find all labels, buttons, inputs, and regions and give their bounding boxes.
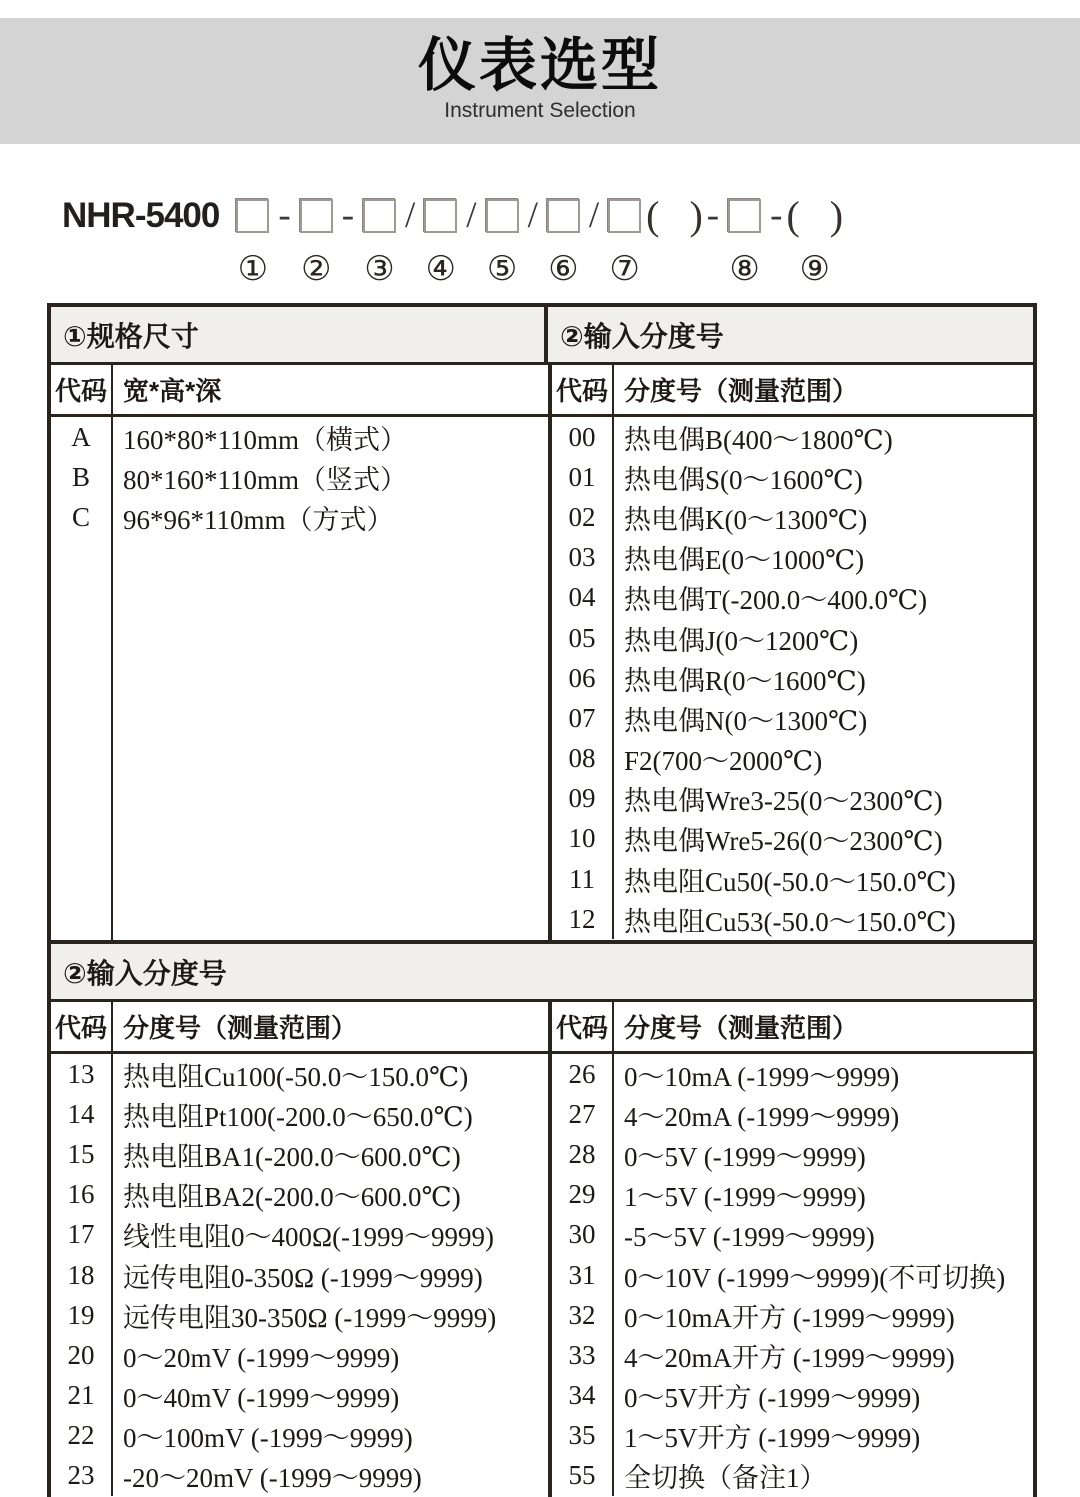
table-row: [552, 578, 1033, 618]
table-row: [552, 618, 1033, 658]
empty-filler: [51, 538, 548, 940]
code-cell: 18: [51, 1255, 113, 1295]
separator-glyph: -: [770, 195, 783, 236]
code-cell: 27: [552, 1094, 614, 1134]
desc-cell: 0～5V (-1999～9999): [624, 1141, 866, 1172]
section-title-input-code-2: ②输入分度号: [63, 958, 227, 989]
option-box: [728, 199, 761, 233]
code-cell: 35: [552, 1416, 614, 1456]
code-cell: 19: [51, 1295, 113, 1335]
desc-cell: 热电偶K(0～1300℃): [624, 504, 868, 535]
desc-cell: -5～5V (-1999～9999): [624, 1222, 875, 1253]
circled-index: ⑨: [799, 251, 830, 288]
table-row: [51, 1134, 548, 1174]
table-row: [552, 1215, 1033, 1255]
desc-cell: 160*80*110mm（横式）: [123, 424, 408, 455]
table1-section-header: [51, 307, 1033, 365]
table-row: [51, 1215, 548, 1255]
code-cell: 11: [552, 859, 614, 899]
table-row: [552, 698, 1033, 738]
model-box: [608, 194, 641, 292]
code-cell: 29: [552, 1175, 614, 1215]
code-cell: 07: [552, 698, 614, 738]
desc-cell: 热电阻Cu100(-50.0～150.0℃): [123, 1061, 469, 1092]
code-cell: 22: [51, 1416, 113, 1456]
model-box: [424, 194, 457, 292]
circled-index: ⑦: [609, 251, 640, 288]
code-cell: 32: [552, 1295, 614, 1335]
table-row: [552, 1094, 1033, 1134]
model-separator: [466, 194, 476, 292]
table-row: [552, 658, 1033, 698]
desc-cell: 热电阻Cu50(-50.0～150.0℃): [624, 866, 956, 897]
code-cell: 55: [552, 1456, 614, 1496]
desc-cell: 热电偶T(-200.0～400.0℃): [624, 585, 928, 616]
column-header-range: 分度号（测量范围）: [123, 1013, 358, 1043]
code-cell: 06: [552, 658, 614, 698]
desc-cell: 热电偶E(0～1000℃): [624, 545, 865, 576]
code-cell-empty: [51, 538, 113, 940]
table-row: [552, 497, 1033, 537]
desc-cell: 全切换（备注1）: [624, 1463, 827, 1494]
table-row: [552, 899, 1033, 939]
code-cell: 15: [51, 1134, 113, 1174]
table2-body: [51, 1054, 1033, 1497]
desc-cell: 远传电阻0-350Ω (-1999～9999): [123, 1262, 483, 1293]
circled-index: ⑤: [486, 251, 518, 288]
desc-cell: 0～10mA开方 (-1999～9999): [624, 1302, 955, 1333]
code-cell: 00: [552, 417, 614, 457]
desc-cell: 96*96*110mm（方式）: [123, 504, 394, 535]
code-cell: 10: [552, 819, 614, 859]
option-box: [236, 199, 269, 233]
table1-right-rows: [548, 417, 1033, 940]
code-cell: B: [51, 457, 113, 497]
table-row: [51, 1094, 548, 1134]
option-box: [547, 199, 580, 233]
model-box: [363, 194, 396, 292]
circled-index: ⑧: [729, 251, 760, 288]
code-cell: C: [51, 497, 113, 537]
table-row: [51, 1456, 548, 1496]
option-box: [608, 199, 641, 233]
desc-cell: 0～10mA (-1999～9999): [624, 1061, 900, 1092]
code-cell: 21: [51, 1376, 113, 1416]
table-row: [51, 1416, 548, 1456]
page-title: 仪表选型: [417, 33, 662, 98]
desc-cell: 0～40mV (-1999～9999): [123, 1383, 400, 1414]
code-cell: 31: [552, 1255, 614, 1295]
page-subtitle: Instrument Selection: [444, 98, 636, 122]
desc-cell: 0～5V开方 (-1999～9999): [624, 1383, 921, 1414]
code-cell: 28: [552, 1134, 614, 1174]
separator-glyph: /: [588, 195, 600, 236]
code-cell: 01: [552, 457, 614, 497]
desc-cell: 热电阻BA2(-200.0～600.0℃): [123, 1182, 461, 1213]
desc-cell: 热电偶B(400～1800℃): [624, 424, 893, 455]
table-row: [552, 779, 1033, 819]
model-box: [486, 194, 519, 292]
desc-cell: 远传电阻30-350Ω (-1999～9999): [123, 1302, 497, 1333]
desc-cell: 0～100mV (-1999～9999): [123, 1423, 413, 1454]
circled-index: ②: [300, 251, 332, 288]
table-row: [552, 739, 1033, 779]
table-row: [552, 819, 1033, 859]
desc-cell: 4～20mA (-1999～9999): [624, 1101, 900, 1132]
desc-cell: 热电偶Wre3-25(0～2300℃): [624, 786, 943, 817]
desc-cell: 4～20mA开方 (-1999～9999): [624, 1342, 955, 1373]
desc-cell: 热电阻BA1(-200.0～600.0℃): [123, 1141, 461, 1172]
model-separator: [707, 194, 719, 292]
model-separator: [528, 194, 538, 292]
table-row: [552, 859, 1033, 899]
desc-cell: 热电偶N(0～1300℃): [624, 705, 868, 736]
code-cell: 16: [51, 1175, 113, 1215]
code-cell: 23: [51, 1456, 113, 1496]
code-cell: 34: [552, 1376, 614, 1416]
model-box: [728, 194, 761, 292]
model-separator: [278, 194, 290, 292]
code-cell: A: [51, 417, 113, 457]
code-cell: 20: [51, 1335, 113, 1375]
table-row: [51, 417, 548, 457]
desc-cell: 热电偶R(0～1600℃): [624, 665, 866, 696]
table2-section-header: [51, 940, 1033, 1002]
separator-glyph: /: [405, 195, 416, 236]
table-row: [552, 1335, 1033, 1375]
desc-cell: 热电偶Wre5-26(0～2300℃): [624, 826, 943, 857]
table-row: [51, 1295, 548, 1335]
circled-index: ①: [237, 251, 269, 288]
title-banner: [0, 18, 1080, 144]
option-box: [424, 199, 457, 233]
code-cell: 13: [51, 1054, 113, 1094]
option-box: [363, 199, 396, 233]
table-row: [552, 417, 1033, 457]
model-tokens: [231, 194, 843, 292]
table2-right-rows: [548, 1054, 1033, 1497]
table-row: [51, 1335, 548, 1375]
paren-glyph: ( ): [786, 193, 844, 238]
model-code-line: [62, 194, 1080, 292]
model-paren: [786, 194, 843, 292]
desc-cell: 1～5V (-1999～9999): [624, 1182, 866, 1213]
table-row: [51, 497, 548, 537]
desc-cell: 热电阻Cu53(-50.0～150.0℃): [624, 906, 956, 937]
desc-cell: 1～5V开方 (-1999～9999): [624, 1423, 921, 1454]
model-box: [236, 194, 269, 292]
model-separator: [342, 194, 354, 292]
table-row: [552, 457, 1033, 497]
desc-cell-empty: [113, 538, 548, 940]
table-row: [552, 1054, 1033, 1094]
column-header-range: 分度号（测量范围）: [624, 376, 859, 406]
table1-column-header: [51, 365, 1033, 417]
code-cell: 17: [51, 1215, 113, 1255]
column-header-range: 分度号（测量范围）: [624, 1013, 859, 1043]
column-header-code: 代码: [51, 1002, 113, 1051]
code-cell: 12: [552, 899, 614, 939]
desc-cell: 0～20mV (-1999～9999): [123, 1342, 400, 1373]
table2-column-header: [51, 1002, 1033, 1054]
model-paren: [646, 194, 703, 292]
section-title-dimensions: ①规格尺寸: [51, 307, 548, 362]
table-row: [552, 1456, 1033, 1496]
desc-cell: 热电偶J(0～1200℃): [624, 625, 859, 656]
desc-cell: 80*160*110mm（竖式）: [123, 464, 408, 495]
table-row: [552, 1416, 1033, 1456]
code-cell: 02: [552, 497, 614, 537]
desc-cell: 热电阻Pt100(-200.0～650.0℃): [123, 1101, 473, 1132]
option-box: [300, 199, 333, 233]
table1-left-rows: [51, 417, 548, 940]
circled-index: ③: [364, 251, 395, 288]
code-cell: 14: [51, 1094, 113, 1134]
code-cell: 30: [552, 1215, 614, 1255]
circled-index: ⑥: [548, 251, 579, 288]
column-header-code: 代码: [552, 365, 614, 414]
code-cell: 08: [552, 739, 614, 779]
column-header-dimensions: 宽*高*深: [123, 376, 222, 406]
separator-glyph: /: [527, 195, 538, 236]
code-cell: 04: [552, 578, 614, 618]
table-row: [552, 1376, 1033, 1416]
column-header-code: 代码: [51, 365, 113, 414]
model-prefix: NHR-5400: [62, 196, 220, 235]
model-box: [300, 194, 333, 292]
model-box: [547, 194, 580, 292]
code-cell: 26: [552, 1054, 614, 1094]
table-row: [552, 1295, 1033, 1335]
table1-body: [51, 417, 1033, 940]
code-cell: 05: [552, 618, 614, 658]
page: [0, 18, 1080, 1494]
section-title-input-code: ②输入分度号: [560, 321, 724, 352]
separator-glyph: -: [706, 195, 720, 236]
desc-cell: 0～10V (-1999～9999)(不可切换): [624, 1262, 1006, 1293]
desc-cell: -20～20mV (-1999～9999): [123, 1463, 422, 1494]
desc-cell: F2(700～2000℃): [624, 746, 823, 777]
table-row: [51, 457, 548, 497]
model-separator: [770, 194, 782, 292]
desc-cell: 热电偶S(0～1600℃): [624, 464, 863, 495]
table-row: [552, 1134, 1033, 1174]
table2-left-rows: [51, 1054, 548, 1497]
circled-index: ④: [425, 251, 457, 288]
model-separator: [589, 194, 599, 292]
paren-glyph: ( ): [646, 193, 703, 238]
separator-glyph: -: [278, 195, 291, 236]
table-row: [552, 1175, 1033, 1215]
code-cell: 33: [552, 1335, 614, 1375]
code-cell: 03: [552, 538, 614, 578]
selection-table: [47, 303, 1037, 1497]
separator-glyph: -: [341, 195, 355, 236]
desc-cell: 线性电阻0～400Ω(-1999～9999): [123, 1222, 495, 1253]
table-row: [51, 1054, 548, 1094]
table-row: [552, 1255, 1033, 1295]
table-row: [51, 1255, 548, 1295]
table-row: [51, 1376, 548, 1416]
table-row: [51, 1175, 548, 1215]
table-row: [552, 538, 1033, 578]
separator-glyph: /: [466, 195, 477, 236]
code-cell: 09: [552, 779, 614, 819]
model-separator: [405, 194, 415, 292]
option-box: [486, 199, 519, 233]
column-header-code: 代码: [552, 1002, 614, 1051]
